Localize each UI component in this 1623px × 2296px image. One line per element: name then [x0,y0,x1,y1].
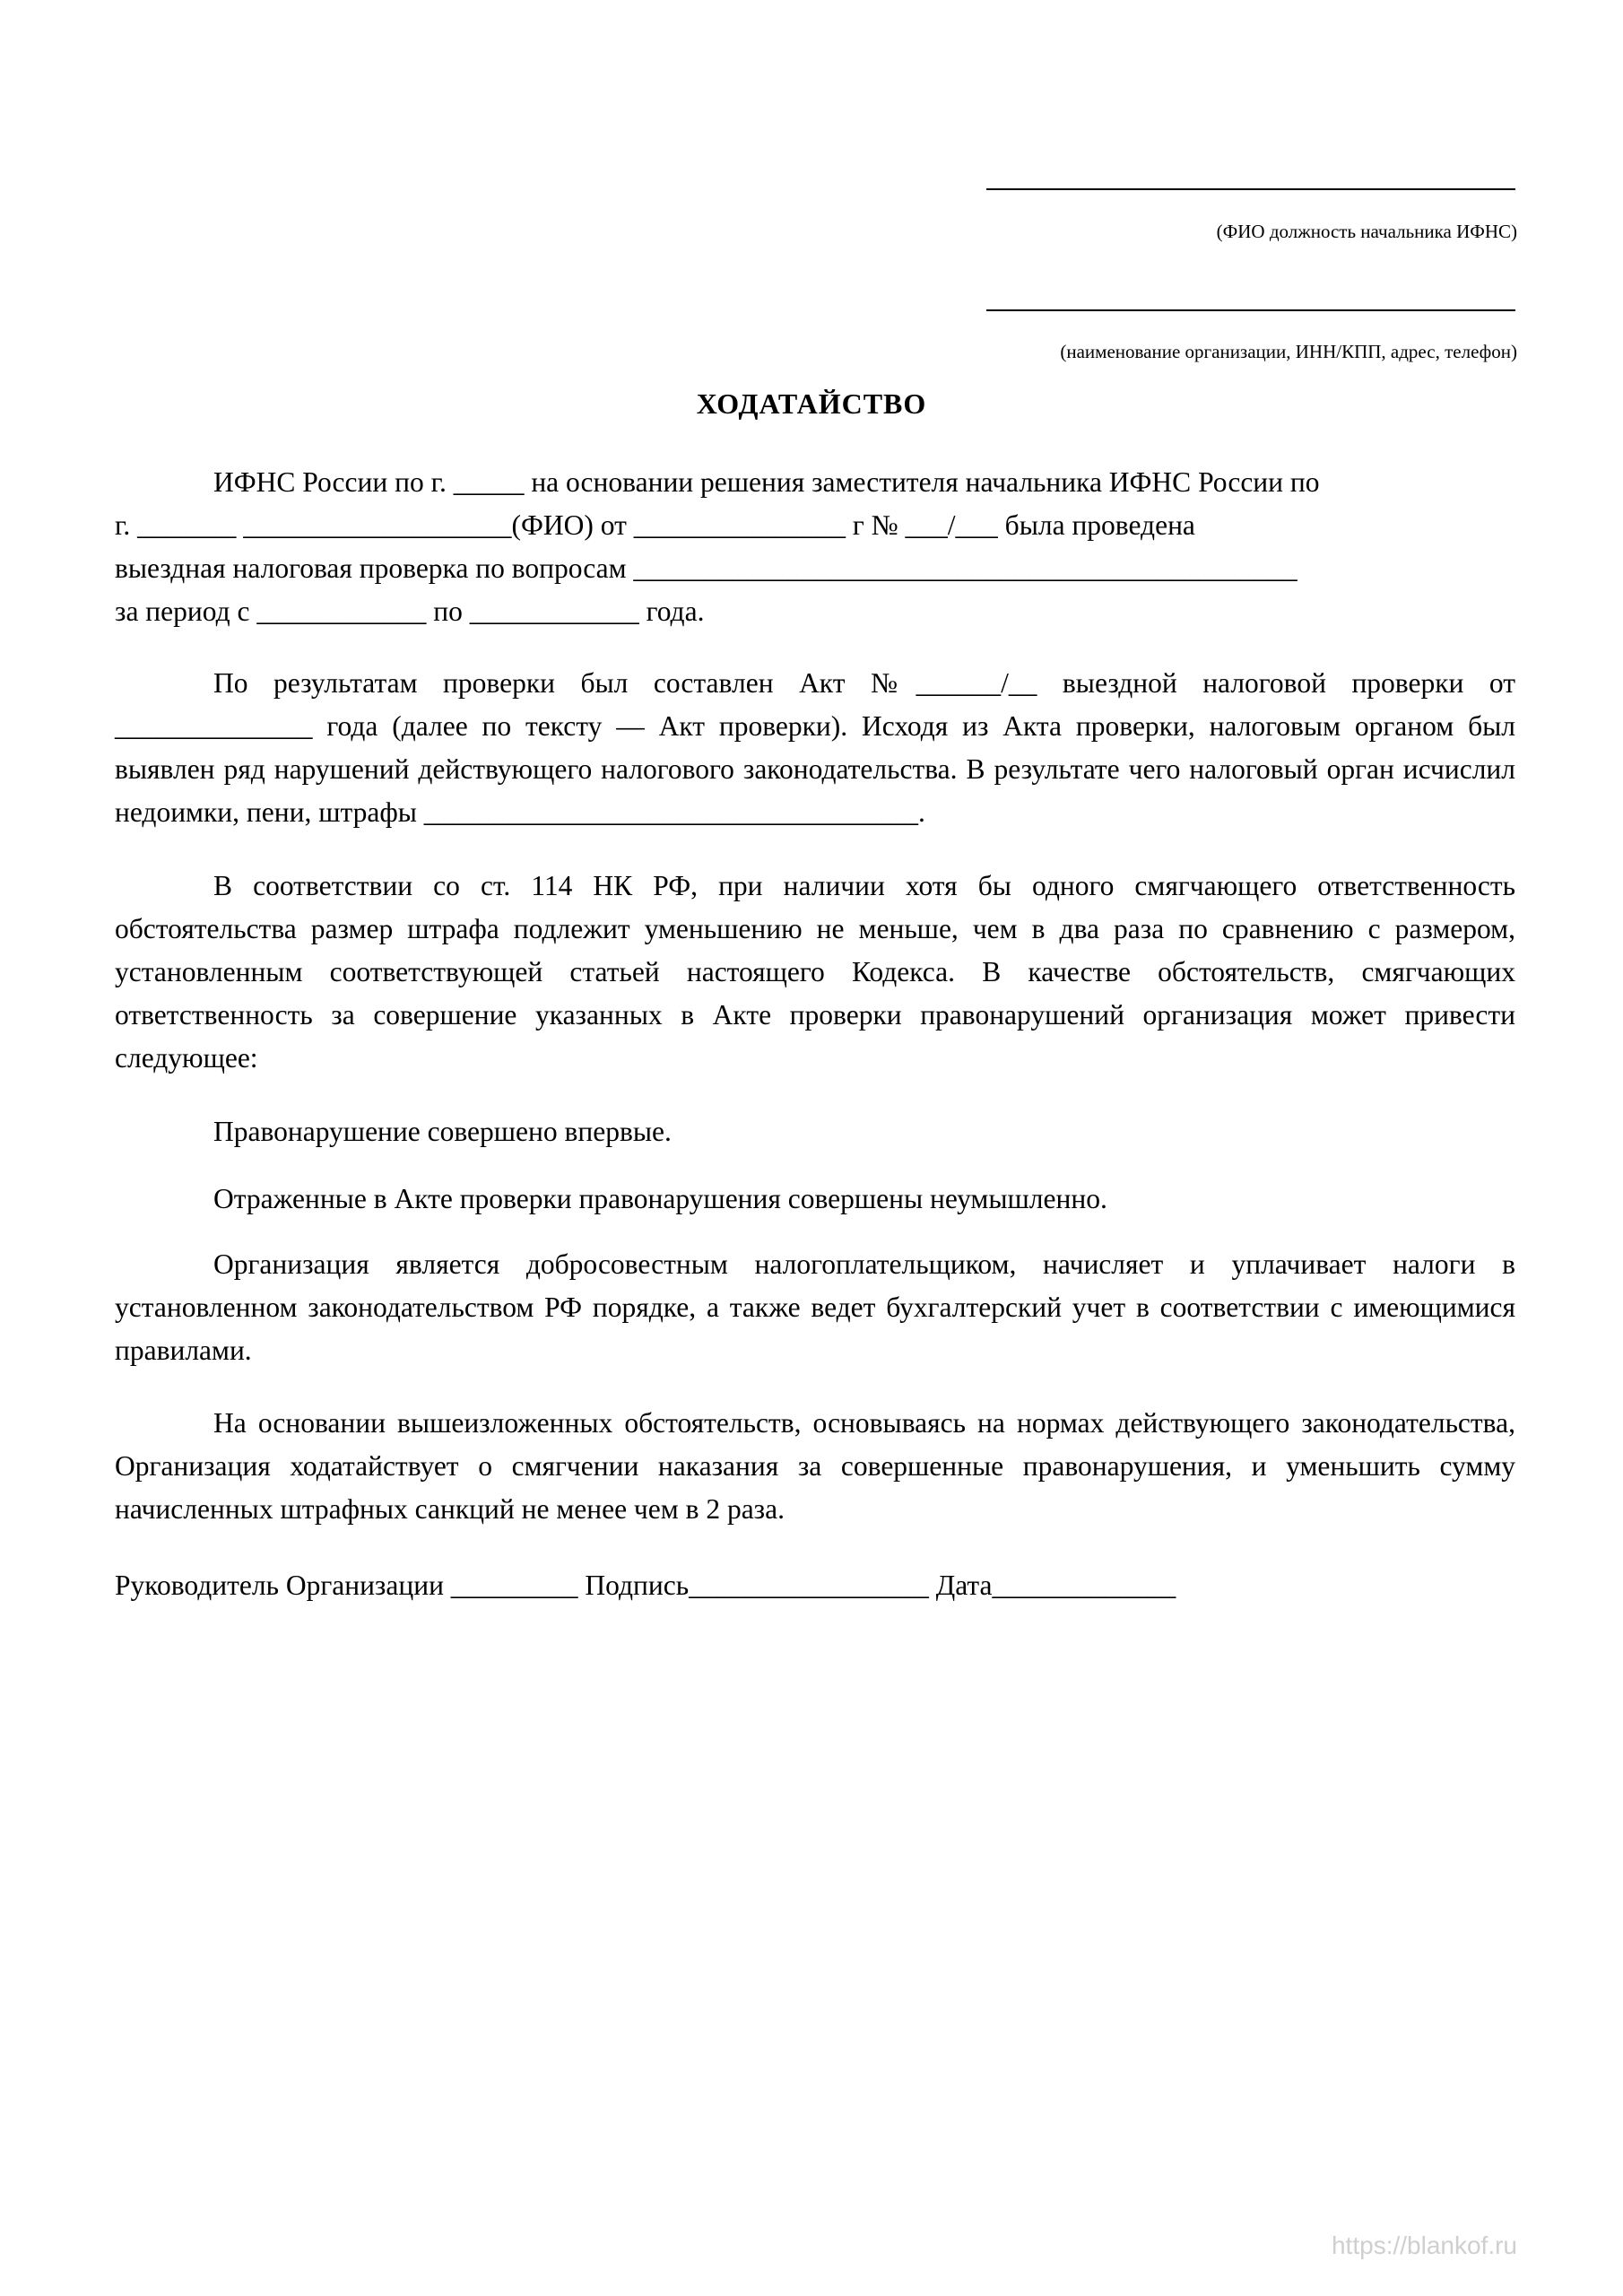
document-title: ХОДАТАЙСТВО [696,387,927,420]
paragraph-inspection [115,461,1515,633]
paragraph-good-faith [115,1243,1515,1372]
paragraph-text: В соответствии со ст. 114 НК РФ, при наличии хотя бы одного смягчающего ответственность обстоятельства размер штрафа подлежит уменьшению не меньше, чем в два раза по сравнению с размером, установленным соответствующей статьей настоящего Кодекса. В качестве обстоятельств, смягчающих ответственность за совершение указанных в Акте проверки правонарушений организация может привести следующее: [115,870,1515,1074]
paragraph-line: за период с ____________ по ____________ года. [115,596,705,627]
watermark: https://blankof.ru [1331,2231,1517,2259]
paragraph-text: Организация является добросовестным налогоплательщиком, начисляет и уплачивает налоги в установленном законодательством РФ порядке, а также ведет бухгалтерский учет в соответствии с имеющимися правилами. [115,1248,1515,1366]
paragraph-unintentional [115,1178,1515,1221]
paragraph-act [115,662,1515,834]
paragraph-first-offense [115,1110,1515,1153]
organization-line [986,309,1515,311]
recipient-caption: (ФИО должность начальника ИФНС) [1216,221,1517,242]
signature-block: Руководитель Организации _________ Подпись_________________ Дата_____________ [115,1570,1176,1601]
recipient-line [986,188,1515,190]
paragraph-request [115,1402,1515,1531]
paragraph-line: г. _______ ___________________(ФИО) от _______________ г № ___/___ была проведена [115,509,1195,541]
paragraph-text: Правонарушение совершено впервые. [213,1116,672,1147]
paragraph-line: ИФНС России по г. _____ на основании решения заместителя начальника ИФНС России по [213,466,1320,498]
paragraph-text: Отраженные в Акте проверки правонарушения совершены неумышленно. [213,1183,1107,1214]
paragraph-text: На основании вышеизложенных обстоятельств, основываясь на нормах действующего законодательства, Организация ходатайствует о смягчении наказания за совершенные правонарушения, и уменьшить сумму начисленных штрафных санкций не менее чем в 2 раза. [115,1407,1515,1525]
paragraph-text: По результатам проверки был составлен Акт №______/__ выездной налоговой проверки от ______________ года (далее по тексту — Акт проверки). Исходя из Акта проверки, налоговым органом был выявлен ряд нарушений действующего налогового законодательства. В результате чего налоговый орган исчислил недоимки, пени, штрафы ___________________________________. [115,667,1515,828]
paragraph-article [115,865,1515,1080]
paragraph-line: выездная налоговая проверка по вопросам _______________________________________________ [115,552,1298,584]
organization-caption: (наименование организации, ИНН/КПП, адрес, телефон) [1060,341,1517,362]
